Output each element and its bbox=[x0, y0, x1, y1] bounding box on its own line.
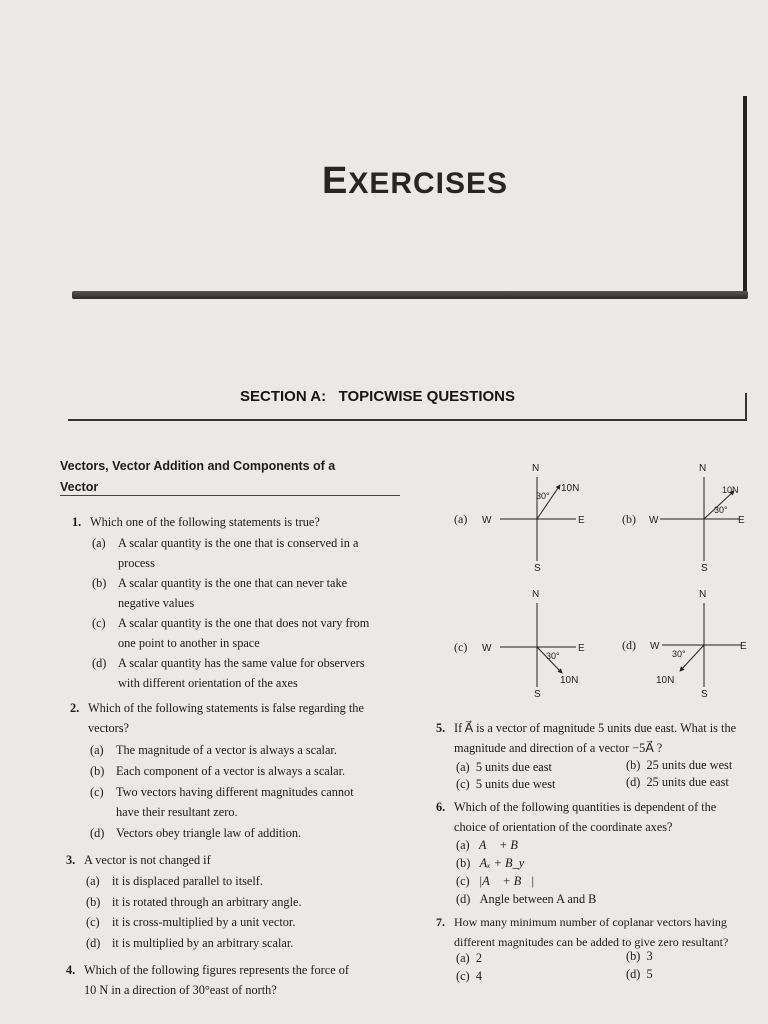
question-5-option-d: (d) 25 units due east bbox=[626, 775, 729, 789]
question-3-option-c: (c) it is cross-multiplied by a unit vector. bbox=[86, 915, 296, 929]
fig-c-west: W bbox=[482, 643, 492, 654]
question-2-option-b: (b) Each component of a vector is always a scalar. bbox=[90, 764, 346, 778]
fig-b-angle: 30° bbox=[714, 505, 728, 515]
question-7-option-b: (b) 3 bbox=[626, 949, 653, 963]
fig-b-west: W bbox=[649, 515, 659, 526]
fig-d-east: E bbox=[740, 641, 747, 652]
question-2-option-c: (c) Two vectors having different magnitudes cannot have their resultant zero. bbox=[90, 785, 354, 819]
fig-b-east: E bbox=[738, 515, 745, 526]
question-6-option-d: (d) Angle between A and B bbox=[456, 892, 597, 906]
section-rule-tick bbox=[745, 393, 747, 421]
question-3-option-a: (a) it is displaced parallel to itself. bbox=[86, 874, 263, 888]
question-5-option-c: (c) 5 units due west bbox=[456, 777, 556, 791]
fig-c-force: 10N bbox=[560, 675, 579, 686]
fig-c-south: S bbox=[534, 689, 541, 700]
topic-rule bbox=[60, 495, 400, 496]
question-3: 3. A vector is not changed if bbox=[66, 853, 211, 867]
question-5: 5. If A⃗ is a vector of magnitude 5 units due east. What is the magnitude and direction of a vector −5A⃗ ? bbox=[436, 721, 737, 755]
question-5-option-a: (a) 5 units due east bbox=[456, 760, 552, 774]
section-rule bbox=[68, 419, 746, 421]
question-2-option-a: (a) The magnitude of a vector is always a scalar. bbox=[90, 743, 337, 757]
fig-b-force: 10N bbox=[722, 485, 739, 495]
question-6-option-b: (b) Aₓ + B_y bbox=[456, 856, 525, 870]
question-7-option-d: (d) 5 bbox=[626, 967, 653, 981]
question-2: 2. Which of the following statements is false regarding the vectors? bbox=[70, 701, 364, 735]
fig-a-angle: 30° bbox=[536, 491, 550, 501]
fig-d-south: S bbox=[701, 689, 708, 700]
title-banner-rule bbox=[72, 291, 748, 299]
section-heading: SECTION A: TOPICWISE QUESTIONS bbox=[240, 388, 516, 405]
question-2-option-d: (d) Vectors obey triangle law of addition. bbox=[90, 826, 302, 840]
topic-heading: Vectors, Vector Addition and Components of a Vector bbox=[60, 459, 336, 494]
fig-b-south: S bbox=[701, 563, 708, 574]
page-title: EXERCISES bbox=[321, 160, 509, 202]
question-6: 6. Which of the following quantities is dependent of the choice of orientation of the coordinate axes? bbox=[436, 800, 717, 834]
question-1-option-c: (c) A scalar quantity is the one that does not vary from one point to another in space bbox=[92, 616, 370, 650]
frame-border bbox=[743, 96, 747, 292]
question-6-option-c: (c) |A⃗ + B⃗| bbox=[456, 874, 535, 888]
fig-a-west: W bbox=[482, 515, 492, 526]
question-5-option-b: (b) 25 units due west bbox=[626, 758, 733, 772]
fig-c-east: E bbox=[578, 643, 585, 654]
question-1: 1. Which one of the following statements is true? bbox=[72, 515, 320, 529]
fig-a-east: E bbox=[578, 515, 585, 526]
fig-c-label: (c) bbox=[454, 640, 468, 654]
question-3-option-d: (d) it is multiplied by an arbitrary scalar. bbox=[86, 936, 294, 950]
fig-b-north: N bbox=[699, 463, 707, 474]
question-7-option-c: (c) 4 bbox=[456, 969, 482, 983]
fig-d-force: 10N bbox=[656, 675, 675, 686]
fig-a-label: (a) bbox=[454, 512, 468, 526]
fig-a-south: S bbox=[534, 563, 541, 574]
question-7: 7. How many minimum number of coplanar vectors having different magnitudes can be added to give zero resultant? bbox=[436, 915, 729, 949]
fig-b-label: (b) bbox=[622, 512, 636, 526]
question-7-option-a: (a) 2 bbox=[456, 951, 482, 965]
fig-c-north: N bbox=[532, 589, 540, 600]
question-3-option-b: (b) it is rotated through an arbitrary angle. bbox=[86, 895, 302, 909]
fig-d-north: N bbox=[699, 589, 707, 600]
question-1-option-d: (d) A scalar quantity has the same value for observers with different orientation of the axes bbox=[92, 656, 365, 690]
question-6-option-a: (a) A⃗ + B⃗ bbox=[456, 838, 528, 852]
fig-c-angle: 30° bbox=[546, 651, 560, 661]
fig-a-force: 10N bbox=[561, 483, 580, 494]
question-4: 4. Which of the following figures represents the force of 10 N in a direction of 30°east of north? bbox=[66, 963, 349, 997]
fig-d-west: W bbox=[650, 641, 660, 652]
fig-a-north: N bbox=[532, 463, 540, 474]
fig-d-label: (d) bbox=[622, 638, 636, 652]
question-4-figures bbox=[450, 455, 750, 705]
fig-d-angle: 30° bbox=[672, 649, 686, 659]
question-1-option-b: (b) A scalar quantity is the one that can never take negative values bbox=[92, 576, 348, 610]
question-1-option-a: (a) A scalar quantity is the one that is conserved in a process bbox=[92, 536, 359, 570]
